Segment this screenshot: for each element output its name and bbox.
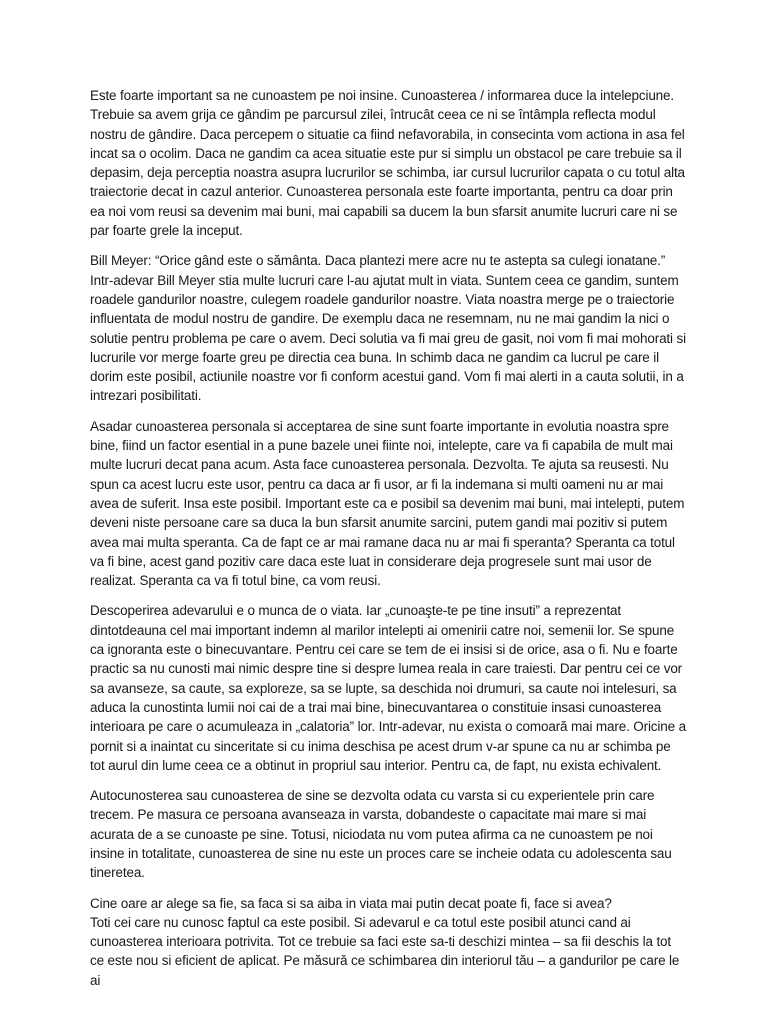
paragraph-4: Descoperirea adevarului e o munca de o viata. Iar „cunoaşte-te pe tine insuti” a reprezentat dintotdeauna cel mai important indemn al marilor intelepti ai omenirii catre noi, semenii lor. Se spune ca ignoranta este o binecuvantare. Pentru cei care se tem de ei insisi si de orice, asa o fi. Nu e foarte practic sa nu cunosti mai nimic despre tine si despre lumea reala in care traiesti. Dar pentru cei ce vor sa avanseze, sa caute, sa exploreze, sa se lupte, sa deschida noi drumuri, sa caute noi intelesuri, sa aduca la cunostinta lumii noi cai de a trai mai bine, binecuvantarea o constituie insasi cunoasterea interioara pe care o acumuleaza in „calatoria” lor. Intr-adevar, nu exista o comoară mai mare. Oricine a pornit si a inaintat cu sinceritate si cu inima deschisa pe acest drum v-ar spune ca nu ar schimba pe tot aurul din lume ceea ce a obtinut in propriul sau interior. Pentru ca, de fapt, nu exista echivalent. [90,603,686,773]
paragraph-1: Este foarte important sa ne cunoastem pe noi insine. Cunoasterea / informarea duce la intelepciune. Trebuie sa avem grija ce gândim pe parcursul zilei, întrucât ceea ce ni se întâmpla reflecta modul nostru de gândire. Daca percepem o situatie ca fiind nefavorabila, in consecinta vom actiona in asa fel incat sa o ocolim. Daca ne gandim ca acea situatie este pur si simplu un obstacol pe care trebuie sa il depasim, deja perceptia noastra asupra lucrurilor se schimba, iar cursul lucrurilor capata o cu totul alta traiectorie decat in cazul anterior. Cunoasterea personala este foarte importanta, pentru ca doar prin ea noi vom reusi sa devenim mai buni, mai capabili sa ducem la bun sfarsit anumite lucruri care ni se par foarte grele la inceput. [90,88,685,239]
paragraph-2: Bill Meyer: “Orice gând este o sământa. Daca plantezi mere acre nu te astepta sa culegi ionatane.” Intr-adevar Bill Meyer stia multe lucruri care l-au ajutat mult in viata. Suntem ceea ce gandim, suntem roadele gandurilor noastre, culegem roadele gandurilor noastre. Viata noastra merge pe o traiectorie influentata de modul nostru de gandire. De exemplu daca ne resemnam, nu ne mai gandim la nici o solutie pentru problema pe care o avem. Deci solutia va fi mai greu de gasit, noi vom fi mai mohorati si lucrurile vor merge foarte greu pe directia cea buna. In schimb daca ne gandim ca lucrul pe care il dorim este posibil, actiunile noastre vor fi conform acestui gand. Vom fi mai alerti in a cauta solutii, in a intrezari posibilitati. [90,253,686,404]
paragraph-5: Autocunosterea sau cunoasterea de sine se dezvolta odata cu varsta si cu experientele prin care trecem. Pe masura ce persoana avanseaza in varsta, dobandeste o capacitate mai mare si mai acurata de a se cunoaste pe sine. Totusi, niciodata nu vom putea afirma ca ne cunoastem pe noi insine in totalitate, cunoasterea de sine nu este un proces care se incheie odata cu adolescenta sau tineretea. [90,788,672,881]
document-page [90,86,686,1001]
paragraph-6: Cine oare ar alege sa fie, sa faca si sa aiba in viata mai putin decat poate fi, face si avea? Toti cei care nu cunosc faptul ca este posibil. Si adevarul e ca totul este posibil atunci cand ai cunoasterea interioara potrivita. Tot ce trebuie sa faci este sa-ti deschizi mintea – sa fii deschis la tot ce este nou si eficient de aplicat. Pe măsură ce schimbarea din interiorul tău – a gandurilor pe care le ai [90,895,680,988]
paragraph-3: Asadar cunoasterea personala si acceptarea de sine sunt foarte importante in evolutia noastra spre bine, fiind un factor esential in a pune bazele unei fiinte noi, intelepte, care va fi capabila de mult mai multe lucruri decat pana acum. Asta face cunoasterea personala. Dezvolta. Te ajuta sa reusesti. Nu spun ca acest lucru este usor, pentru ca daca ar fi usor, ar fi la indemana si multi oameni nu ar mai avea de suferit. Insa este posibil. Important este ca e posibil sa devenim mai buni, mai intelepti, putem deveni niste persoane care sa duca la bun sfarsit anumite sarcini, putem gandi mai pozitiv si putem avea mai multa speranta. Ca de fapt ce ar mai ramane daca nu ar mai fi speranta? Speranta ca totul va fi bine, acest gand pozitiv care daca este luat in considerare deja progresele sunt mai usor de realizat. Speranta ca va fi totul bine, ca vom reusi. [90,418,685,589]
